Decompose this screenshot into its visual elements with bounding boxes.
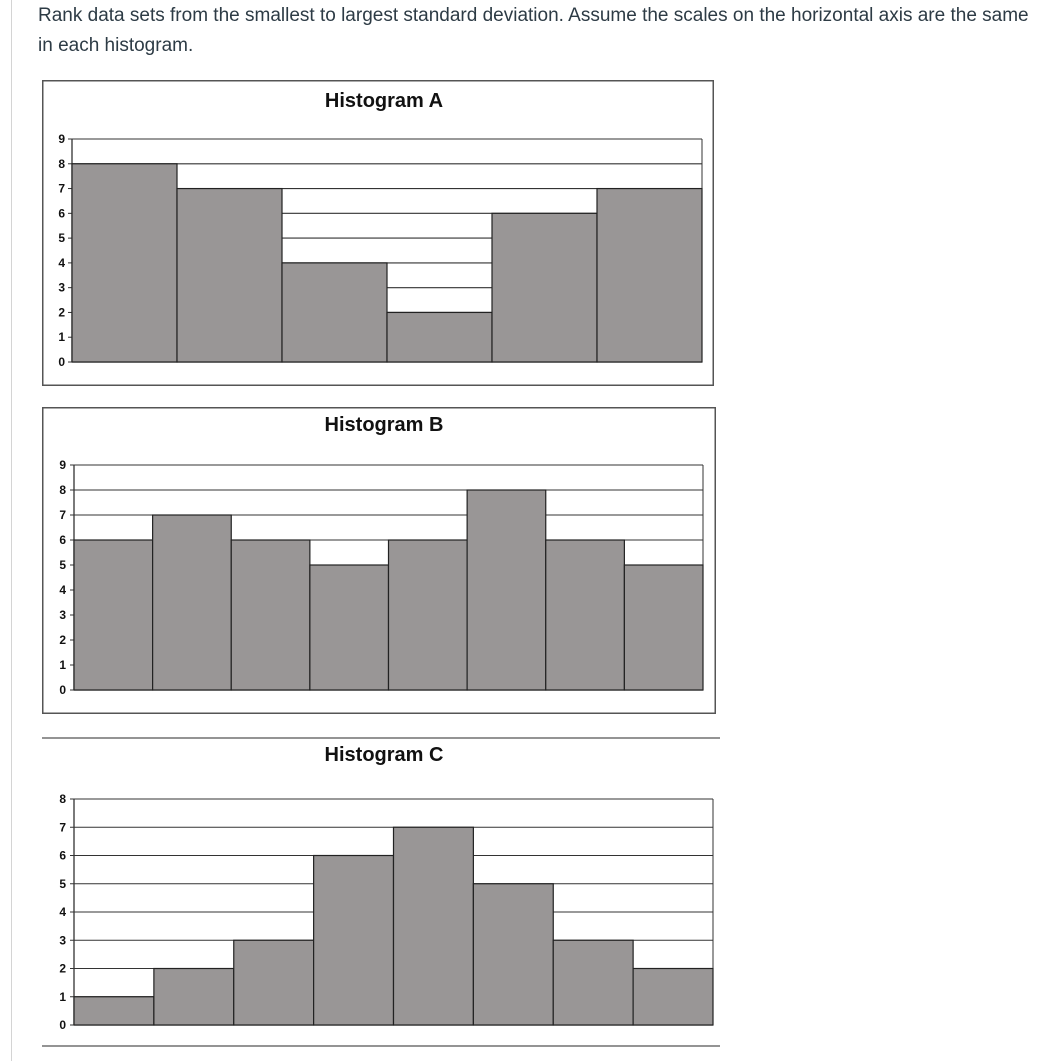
histogram-c <box>42 737 720 1047</box>
y-tick-label: 9 <box>58 132 65 146</box>
bar-1 <box>72 164 177 362</box>
y-tick-label: 4 <box>58 255 65 270</box>
y-tick-label: 4 <box>59 905 66 919</box>
y-tick-label: 2 <box>59 633 66 647</box>
question-text: Rank data sets from the smallest to largest standard deviation. Assume the scales on the horizontal axis are the same in each histogram. <box>38 5 1029 56</box>
y-tick-label: 0 <box>58 355 65 369</box>
histogram-a <box>42 80 714 386</box>
y-tick-label: 2 <box>59 961 66 976</box>
y-tick-label: 7 <box>59 508 66 522</box>
chart-title: Histogram B <box>324 414 444 436</box>
y-tick-label: 5 <box>59 876 66 891</box>
bar-5 <box>394 827 474 1025</box>
y-tick-label: 7 <box>59 820 66 835</box>
y-tick-label: 3 <box>59 933 66 948</box>
y-tick-label: 6 <box>59 533 66 547</box>
chart-title: Histogram C <box>324 744 444 766</box>
y-tick-label: 9 <box>59 458 66 472</box>
y-tick-label: 6 <box>58 206 65 221</box>
bar-4 <box>310 565 389 690</box>
y-tick-label: 6 <box>59 848 66 863</box>
y-tick-label: 0 <box>59 1018 66 1032</box>
bar-3 <box>282 263 387 362</box>
bar-5 <box>389 540 468 690</box>
y-tick-label: 0 <box>59 683 66 697</box>
bar-1 <box>74 997 154 1025</box>
histogram-b <box>42 407 716 714</box>
y-tick-label: 5 <box>59 558 66 572</box>
bar-6 <box>597 189 702 362</box>
y-tick-label: 5 <box>58 231 65 246</box>
chart-title: Histogram A <box>324 90 444 112</box>
bar-2 <box>154 969 234 1026</box>
bar-7 <box>546 540 625 690</box>
bar-2 <box>153 515 232 690</box>
bar-3 <box>231 540 310 690</box>
bar-8 <box>633 969 713 1026</box>
bar-2 <box>177 189 282 362</box>
bar-6 <box>473 884 553 1025</box>
bar-5 <box>492 213 597 362</box>
bar-4 <box>314 856 394 1026</box>
bar-8 <box>624 565 703 690</box>
y-tick-label: 1 <box>59 989 66 1004</box>
bar-1 <box>74 540 153 690</box>
y-tick-label: 8 <box>59 792 66 806</box>
bar-4 <box>387 312 492 362</box>
bar-7 <box>553 940 633 1025</box>
y-tick-label: 8 <box>59 483 66 497</box>
bar-6 <box>467 490 546 690</box>
y-tick-label: 3 <box>59 608 66 622</box>
bar-3 <box>234 940 314 1025</box>
y-tick-label: 7 <box>58 181 65 196</box>
y-tick-label: 1 <box>58 330 65 345</box>
y-tick-label: 4 <box>59 583 66 597</box>
y-tick-label: 1 <box>59 658 66 672</box>
y-tick-label: 3 <box>58 280 65 295</box>
y-tick-label: 2 <box>58 305 65 320</box>
y-tick-label: 8 <box>58 156 65 171</box>
left-border-rule <box>11 0 12 1061</box>
